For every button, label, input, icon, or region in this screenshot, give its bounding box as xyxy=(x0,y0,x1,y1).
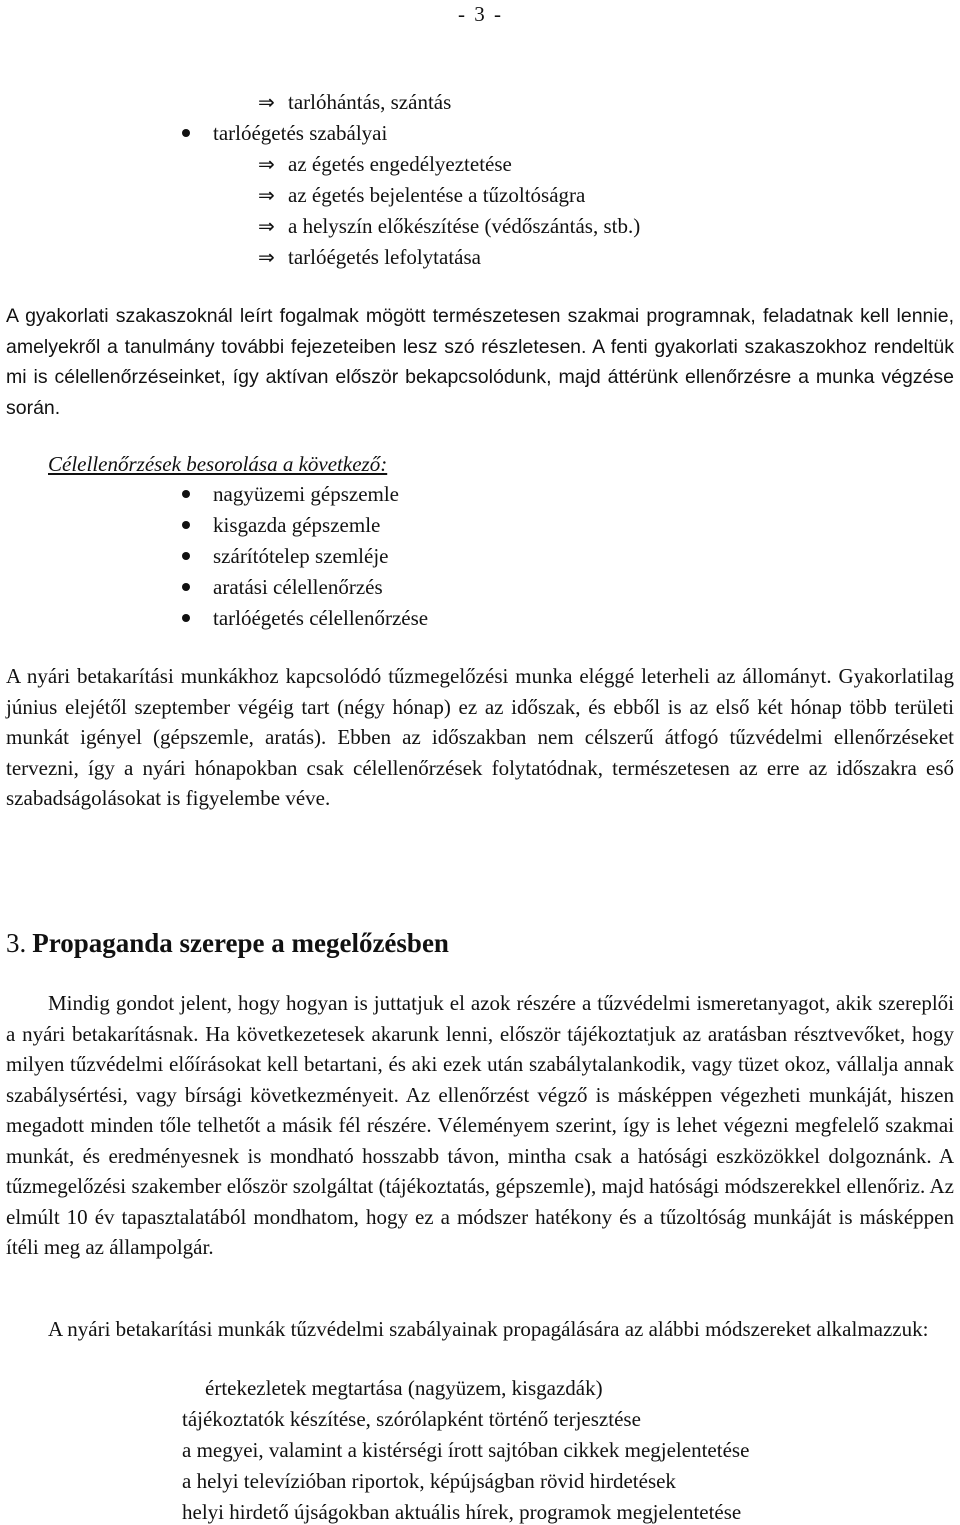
arrow-icon: ⇒ xyxy=(258,214,275,238)
list-item xyxy=(182,1406,641,1432)
paragraph-intro: A gyakorlati szakaszoknál leírt fogalmak mögött természetesen szakmai programnak, feladatnak kell lennie, amelyekről a tanulmány további fejezeteiben lesz szó részletesen. A fenti gyakorlati szakaszokhoz rendeltük mi is célellenőrzéseinket, így aktívan először bekapcsolódunk, majd áttérünk ellenőrzésre a munka végzése során. xyxy=(6,305,954,419)
bullet-icon xyxy=(182,583,190,591)
list-item xyxy=(258,213,640,239)
list-item xyxy=(182,512,380,538)
list-item xyxy=(258,244,481,270)
list-item xyxy=(182,481,399,507)
list-item xyxy=(182,1499,741,1525)
list-item xyxy=(182,543,389,569)
arrow-icon: ⇒ xyxy=(258,183,275,207)
bullet-icon xyxy=(182,490,190,498)
paragraph-methods-intro: A nyári betakarítási munkák tűzvédelmi szabályainak propagálására az alábbi módszereket alkalmazzuk: xyxy=(48,1317,929,1341)
list-item xyxy=(182,120,387,146)
bullet-icon xyxy=(182,521,190,529)
arrow-icon: ⇒ xyxy=(258,245,275,269)
page-number: - 3 - xyxy=(458,2,503,26)
list-item-text: aratási célellenőrzés xyxy=(213,575,383,599)
paragraph-propaganda: Mindig gondot jelent, hogy hogyan is juttatjuk el azok részére a tűzvédelmi ismeretanyagot, akik szereplői a nyári betakarításnak. Ha következetesek akarunk lenni, először tájékoztatjuk az aratásban résztvevőket, hogy milyen tűzvédelmi előírásokat kell betartani, és aki ezek után szabálytalankodik, vagy tüzet okoz, vállalja annak szabálysértési, vagy bírsági következményeit. Az ellenőrzést végző is másképpen végezheti munkáját, hiszen megadott minden tőle telhetőt a másik fél részére. Véleményem szerint, így is lehet végezni megfelelő szakmai munkát, és eredményesnek is mondható hosszabb távon, mintha csak a hatósági eszközökkel dolgoznánk. A tűzmegelőzési szakember először szolgáltat (tájékoztatás, gépszemle), majd hatósági módszerekkel ellenőriz. Az elmúlt 10 év tapasztalatából mondhatom, hogy ez a módszer hatékony és a tűzoltóság munkáját is másképpen ítéli meg az állampolgár. xyxy=(6,991,954,1259)
list-item xyxy=(258,151,512,177)
bullet-icon xyxy=(182,129,190,137)
bullet-icon xyxy=(182,614,190,622)
section-number: 3. xyxy=(6,928,27,958)
list-item-text: a megyei, valamint a kistérségi írott sajtóban cikkek megjelentetése xyxy=(182,1438,750,1462)
list-item xyxy=(182,1468,676,1494)
list-item-text: a helyszín előkészítése (védőszántás, stb.) xyxy=(288,214,641,238)
list-item xyxy=(182,1375,603,1401)
list-item-text: az égetés bejelentése a tűzoltóságra xyxy=(288,183,586,207)
list-item xyxy=(258,89,451,115)
arrow-icon: ⇒ xyxy=(258,90,275,114)
list-item-text: tarlóhántás, szántás xyxy=(288,90,452,114)
list-item-text: tájékoztatók készítése, szórólapként történő terjesztése xyxy=(182,1407,641,1431)
list-item xyxy=(258,182,585,208)
list-item-text: tarlóégetés lefolytatása xyxy=(288,245,481,269)
paragraph-summer-work: A nyári betakarítási munkákhoz kapcsolódó tűzmegelőzési munka eléggé leterheli az állományt. Gyakorlatilag június elejétől szeptember végéig tart (négy hónap) ez az időszak, és ebből is az első két hónap több területi munkát igényel (gépszemle, aratás). Ebben az időszakban nem célszerű átfogó tűzvédelmi ellenőrzéseket tervezni, így a nyári hónapokban csak célellenőrzések folytatódnak, természetesen az erre az időszakra eső szabadságolásokat is figyelembe véve. xyxy=(6,664,954,810)
list-item-text: a helyi televízióban riportok, képújságban rövid hirdetések xyxy=(182,1469,676,1493)
list-item xyxy=(182,1437,749,1463)
list-item-text: szárítótelep szemléje xyxy=(213,544,389,568)
list-item-text: kisgazda gépszemle xyxy=(213,513,381,537)
list-item-text: helyi hirdető újságokban aktuális hírek, programok megjelentetése xyxy=(182,1500,742,1524)
section-title: Propaganda szerepe a megelőzésben xyxy=(32,928,449,958)
classification-heading xyxy=(48,451,387,477)
list-item-text: tarlóégetés szabályai xyxy=(213,121,388,145)
list-item-text: az égetés engedélyeztetése xyxy=(288,152,512,176)
arrow-icon: ⇒ xyxy=(258,152,275,176)
list-item-text: tarlóégetés célellenőrzése xyxy=(213,606,429,630)
section-heading xyxy=(6,926,449,960)
list-item xyxy=(182,605,428,631)
list-item xyxy=(182,574,383,600)
classification-heading-text: Célellenőrzések besorolása a következő: xyxy=(48,452,388,476)
list-item-text: értekezletek megtartása (nagyüzem, kisgazdák) xyxy=(205,1376,603,1400)
list-item-text: nagyüzemi gépszemle xyxy=(213,482,400,506)
bullet-icon xyxy=(182,552,190,560)
